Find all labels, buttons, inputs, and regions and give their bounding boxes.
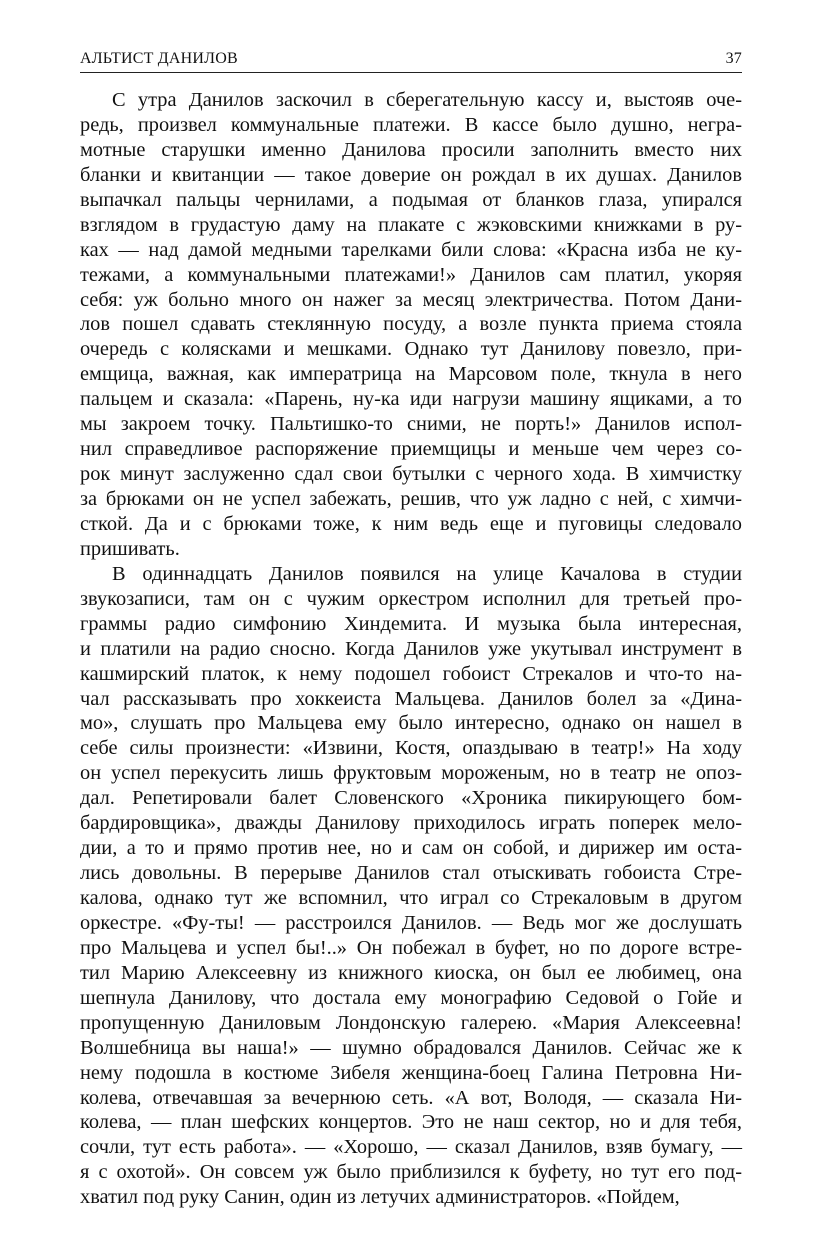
text-line: чал рассказывать про хоккеиста Мальцева. Данилов болел за «Дина-: [80, 687, 742, 710]
text-line: бардировщика», дважды Данилову приходилось играть поперек мело-: [80, 812, 742, 835]
text-line: про Мальцева и успел бы!..» Он побежал в буфет, но по дороге встре-: [80, 936, 742, 959]
text-line: пришивать.: [80, 537, 180, 560]
text-line: кашмирский платок, к нему подошел гобоист Стрекалов и что-то на-: [80, 662, 742, 685]
text-line: колева, отвечавшая за вечернюю сеть. «А вот, Володя, — сказала Ни-: [80, 1086, 742, 1109]
text-line: лись довольны. В перерыве Данилов стал отыскивать гобоиста Стре-: [80, 862, 742, 885]
text-line: он успел перекусить лишь фруктовым мороженым, но в театр не опоз-: [80, 762, 742, 785]
running-title: АЛЬТИСТ ДАНИЛОВ: [80, 50, 238, 67]
text-line: В одиннадцать Данилов появился на улице Качалова в студии: [112, 562, 742, 585]
paragraph: [80, 88, 742, 562]
text-line: дал. Репетировали балет Словенского «Хроника пикирующего бом-: [80, 787, 742, 810]
body-text: [80, 88, 742, 1210]
text-line: лов пошел сдавать стеклянную посуду, а возле пункта приема стояла: [80, 313, 742, 336]
text-line: шепнула Данилову, что достала ему монографию Седовой о Гойе и: [80, 986, 742, 1009]
text-line: тежами, а коммунальными платежами!» Данилов сам платил, укоряя: [80, 263, 742, 286]
header-rule: [80, 72, 742, 73]
text-line: колева, — план шефских концертов. Это не наш сектор, но и для тебя,: [80, 1111, 742, 1134]
text-line: емщица, важная, как императрица на Марсовом поле, ткнула в него: [80, 363, 742, 386]
text-line: оркестре. «Фу-ты! — расстроился Данилов. — Ведь мог же дослушать: [80, 911, 742, 934]
text-line: рок минут заслуженно сдал свои бутылки с черного хода. В химчистку: [80, 463, 742, 486]
text-line: звукозаписи, там он с чужим оркестром исполнил для третьей про-: [80, 587, 742, 610]
text-line: взглядом в грудастую даму на плакате с жэковскими книжками в ру-: [80, 213, 742, 236]
page-number: 37: [725, 50, 742, 67]
text-line: пальцем и сказала: «Парень, ну-ка иди нагрузи машину ящиками, а то: [80, 388, 742, 411]
text-line: мотные старушки именно Данилова просили заполнить вместо них: [80, 138, 742, 161]
text-line: за брюками он не успел забежать, решив, что уж ладно с ней, с химчи-: [80, 488, 742, 510]
text-line: мо», слушать про Мальцева ему было интересно, однако он нашел в: [80, 712, 742, 735]
text-line: бланки и квитанции — такое доверие он рождал в их душах. Данилов: [80, 163, 742, 186]
text-line: нил справедливое распоряжение приемщицы и меньше чем через со-: [80, 438, 742, 461]
text-line: тил Марию Алексеевну из книжного киоска, он был ее любимец, она: [80, 961, 742, 984]
text-line: нему подошла в костюме Зибеля женщина-боец Галина Петровна Ни-: [80, 1061, 742, 1084]
text-line: очередь с колясками и мешками. Однако тут Данилову повезло, при-: [80, 338, 742, 361]
text-line: мы закроем точку. Пальтишко-то сними, не порть!» Данилов испол-: [80, 413, 742, 436]
text-line: редь, произвел коммунальные платежи. В кассе было душно, негра-: [80, 113, 742, 136]
text-line: хватил под руку Санин, один из летучих администраторов. «Пойдем,: [80, 1186, 680, 1209]
text-line: граммы радио симфонию Хиндемита. И музыка была интересная,: [80, 612, 742, 635]
text-line: калова, однако тут же вспомнил, что играл со Стрекаловым в другом: [80, 887, 742, 909]
text-line: выпачкал пальцы чернилами, а подымая от бланков глаза, упирался: [80, 188, 742, 211]
text-line: я с охотой». Он совсем уж было приблизился к буфету, но тут его под-: [80, 1161, 742, 1184]
text-line: ках — над дамой медными тарелками били слова: «Красна изба не ку-: [80, 238, 742, 261]
text-line: сткой. Да и с брюками тоже, к ним ведь еще и пуговицы следовало: [80, 512, 742, 535]
text-line: себя: уж больно много он нажег за месяц электричества. Потом Дани-: [80, 288, 742, 311]
paragraph: [80, 562, 742, 1210]
text-line: сочли, тут есть работа». — «Хорошо, — сказал Данилов, взяв бумагу, —: [80, 1136, 742, 1159]
text-line: дии, а то и прямо против нее, но и сам он собой, и дирижер им оста-: [80, 837, 742, 860]
text-line: и платили на радио сносно. Когда Данилов уже укутывал инструмент в: [80, 637, 742, 660]
text-line: С утра Данилов заскочил в сберегательную кассу и, выстояв оче-: [112, 89, 742, 111]
text-line: Волшебница вы наша!» — шумно обрадовался Данилов. Сейчас же к: [80, 1036, 742, 1059]
text-line: себе силы произнести: «Извини, Костя, опаздываю в театр!» На ходу: [80, 737, 742, 760]
text-line: пропущенную Даниловым Лондонскую галерею. «Мария Алексеевна!: [80, 1011, 742, 1034]
